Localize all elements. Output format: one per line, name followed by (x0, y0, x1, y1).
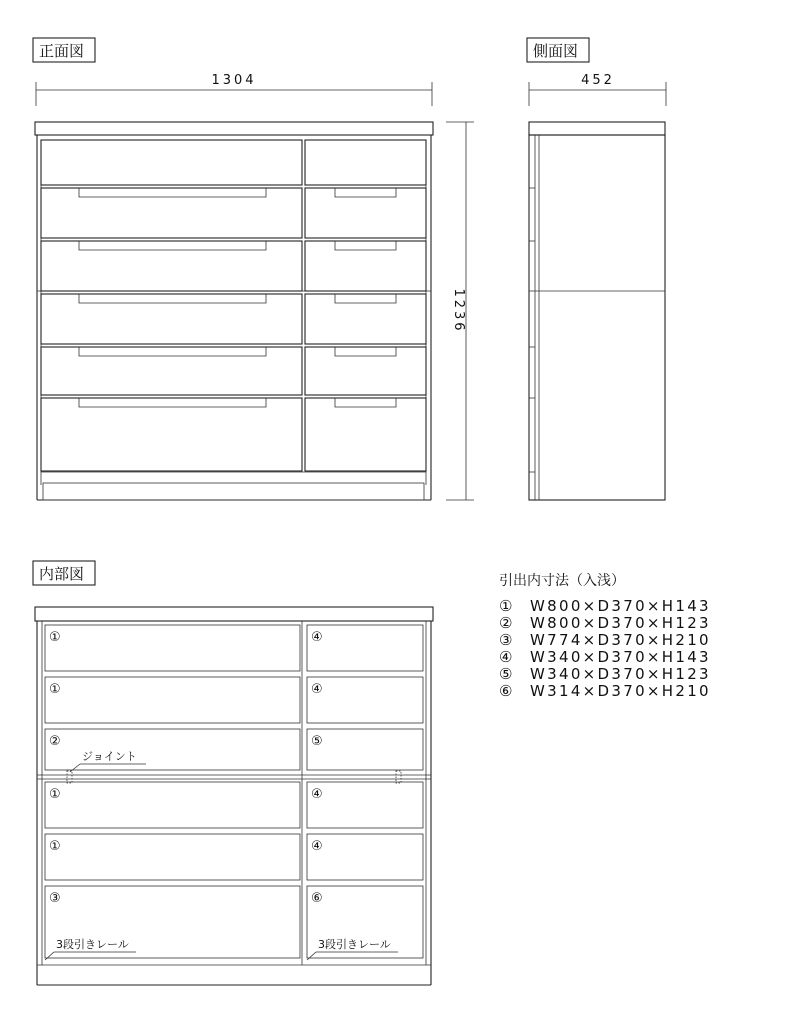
front-drawer (41, 188, 302, 238)
joint-callout (67, 750, 401, 783)
joint-dowel (396, 771, 401, 783)
side-depth-label: 452 (581, 73, 615, 88)
front-drawer (41, 241, 302, 291)
drawer-mark: ④ (311, 630, 323, 645)
interior-right-boxes (307, 625, 423, 958)
drawer-handle (335, 347, 396, 356)
interior-drawer-box (45, 677, 300, 723)
drawer-handle (335, 188, 396, 197)
drawer-handle (79, 241, 266, 250)
drawer-mark: ① (49, 787, 61, 802)
spec-mark: ② (499, 614, 515, 632)
interior-drawer-box (307, 729, 423, 770)
joint-dowel (67, 771, 72, 783)
front-drawer (41, 347, 302, 395)
front-drawer (305, 140, 426, 185)
interior-drawer-box (307, 677, 423, 723)
spec-mark: ⑤ (499, 665, 515, 683)
interior-drawer-box (307, 625, 423, 671)
front-height-dimension (446, 122, 474, 500)
drawer-handle (79, 294, 266, 303)
drawer-handle (79, 398, 266, 407)
interior-drawer-box (307, 834, 423, 880)
front-handles-left (79, 188, 266, 407)
front-drawer (305, 188, 426, 238)
drawer-mark: ① (49, 682, 61, 697)
rail-callout-right (307, 937, 398, 960)
side-view-title: 側面図 (533, 42, 579, 60)
rail-callout-left (45, 937, 136, 960)
interior-top-board (35, 607, 433, 621)
spec-text: W340×D370×H143 (530, 648, 711, 666)
front-drawer (305, 398, 426, 471)
front-drawer (305, 294, 426, 344)
interior-drawer-box (45, 834, 300, 880)
spec-text: W774×D370×H210 (530, 631, 711, 649)
spec-mark: ⑥ (499, 682, 515, 700)
interior-right-marks (311, 630, 323, 906)
front-drawer (41, 398, 302, 471)
interior-view (33, 561, 433, 985)
front-view-title: 正面図 (39, 42, 85, 60)
spec-text: W800×D370×H123 (530, 614, 711, 632)
front-drawer (305, 241, 426, 291)
spec-mark: ④ (499, 648, 515, 666)
spec-title: 引出内寸法（入浅） (499, 573, 625, 589)
interior-drawer-box (45, 782, 300, 828)
rail-label-right: 3段引きレール (318, 938, 391, 951)
front-handles-right (335, 188, 396, 407)
front-height-label: 1236 (451, 288, 466, 334)
drawer-mark: ④ (311, 787, 323, 802)
front-right-drawers (305, 140, 426, 471)
drawer-mark: ③ (49, 891, 61, 906)
drawer-handle (335, 241, 396, 250)
interior-view-title: 内部図 (39, 565, 85, 583)
rail-label-left: 3段引きレール (56, 938, 129, 951)
drawer-mark: ⑤ (311, 734, 323, 749)
drawer-handle (335, 398, 396, 407)
drawer-mark: ② (49, 734, 61, 749)
side-depth-dimension (529, 73, 666, 106)
interior-drawer-box (307, 782, 423, 828)
front-drawer (41, 140, 302, 185)
spec-mark: ① (499, 597, 515, 615)
front-width-dimension (36, 73, 432, 106)
drawer-handle (335, 294, 396, 303)
drawer-mark: ⑥ (311, 891, 323, 906)
side-top-board (529, 122, 665, 135)
front-drawer (41, 294, 302, 344)
interior-drawer-box (45, 625, 300, 671)
drawer-mark: ④ (311, 839, 323, 854)
spec-mark: ③ (499, 631, 515, 649)
side-panel (529, 135, 665, 500)
interior-left-boxes (45, 625, 300, 958)
drawer-mark: ① (49, 630, 61, 645)
interior-left-marks (49, 630, 61, 906)
drawer-mark: ④ (311, 682, 323, 697)
spec-text: W314×D370×H210 (530, 682, 711, 700)
drawer-handle (79, 188, 266, 197)
joint-label: ジョイント (82, 750, 137, 763)
side-view (527, 38, 666, 500)
drawer-mark: ① (49, 839, 61, 854)
drawer-handle (79, 347, 266, 356)
spec-text: W800×D370×H143 (530, 597, 711, 615)
front-view (33, 38, 474, 500)
front-plinth (43, 483, 424, 500)
drawer-inner-dimensions (499, 572, 711, 700)
front-width-label: 1304 (211, 73, 257, 88)
front-left-drawers (41, 140, 302, 471)
spec-text: W340×D370×H123 (530, 665, 711, 683)
front-drawer (305, 347, 426, 395)
front-top-board (35, 122, 433, 135)
